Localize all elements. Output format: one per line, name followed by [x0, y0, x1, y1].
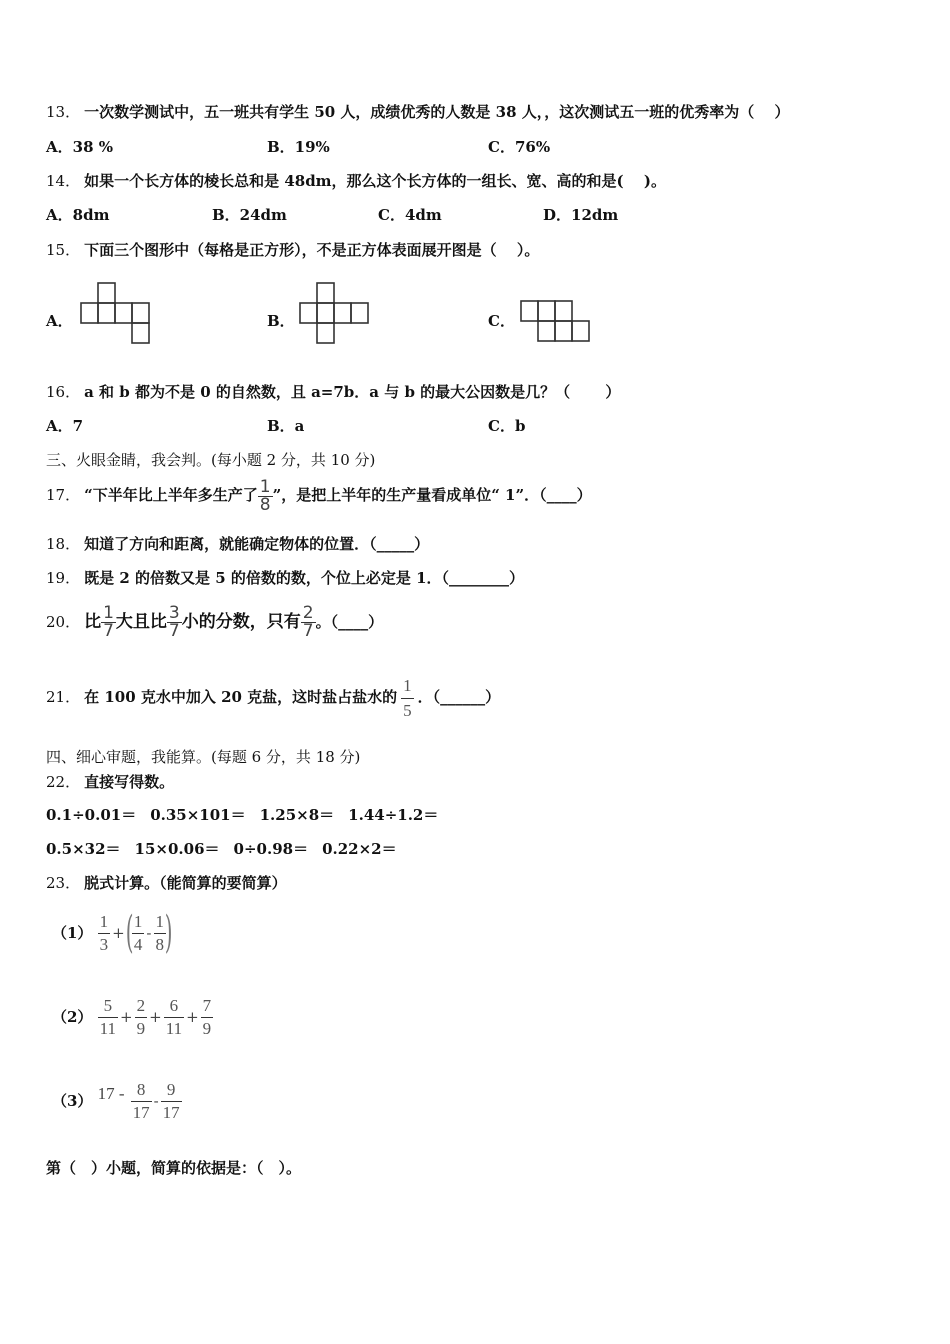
option-c[interactable]: C．b [488, 417, 526, 435]
text-segment: 小的分数，只有 [181, 612, 301, 632]
text-segment: 大且比 [115, 612, 167, 632]
question-text-pre: 在 100 克水中加入 20 克盐，这时盐占盐水的 [84, 688, 398, 706]
denominator: 9 [136, 1018, 146, 1038]
question-21 [46, 664, 500, 730]
cube-net-c [520, 299, 592, 345]
question-text: 既是 2 的倍数又是 5 的倍数的数，个位上必定是 1．（________） [84, 569, 525, 587]
question-number: 13． [46, 103, 81, 121]
text-segment: 比 [84, 612, 102, 632]
calc-item: 1.44÷1.2＝ [348, 806, 439, 824]
question-number: 16． [46, 383, 81, 401]
calc-item: 1.25×8＝ [259, 806, 335, 824]
question-19 [46, 568, 524, 588]
numerator: 2 [136, 995, 146, 1015]
numerator: 5 [103, 995, 113, 1015]
denominator: 7 [302, 621, 314, 641]
calc-item: 15×0.06＝ [134, 840, 220, 858]
question-text-post: ．（______） [417, 688, 501, 706]
numerator: 1 [99, 911, 109, 931]
question-15 [46, 240, 539, 260]
denominator: 5 [401, 698, 414, 723]
operator: + [120, 1008, 133, 1026]
fraction [98, 911, 111, 956]
question-23 [46, 873, 287, 893]
numerator: 1 [403, 675, 412, 695]
calc-label: （3） [52, 1092, 93, 1110]
calc-label: （1） [52, 924, 93, 942]
question-text: 脱式计算。（能简算的要简算） [84, 874, 287, 892]
option-c[interactable]: C． [488, 312, 515, 330]
calculation-2 [52, 990, 213, 1042]
option-d[interactable]: D．12dm [543, 206, 619, 224]
calc-item: 0.35×101＝ [150, 806, 246, 824]
denominator: 17 [132, 1102, 150, 1122]
calc-label: （2） [52, 1008, 93, 1026]
denominator: 4 [133, 934, 143, 954]
numerator: 1 [133, 911, 143, 931]
question-number: 22． [46, 773, 81, 791]
question-22 [46, 772, 174, 792]
option-b[interactable]: B．a [267, 417, 305, 435]
fraction [201, 995, 214, 1040]
question-text-post: ”，是把上半年的生产量看成单位“ 1”．（____） [272, 486, 592, 504]
option-a[interactable]: A．38 % [46, 138, 113, 156]
calculation-3 [52, 1074, 182, 1126]
option-c[interactable]: C．76% [488, 138, 551, 156]
fraction [167, 605, 182, 640]
fraction [301, 605, 316, 640]
question-text: a 和 b 都为不是 0 的自然数，且 a=7b．a 与 b 的最大公因数是几？（ ） [84, 383, 621, 401]
question-number: 15． [46, 241, 81, 259]
question-number: 19． [46, 569, 81, 587]
numerator: 6 [169, 995, 179, 1015]
option-a[interactable]: A．8dm [46, 206, 110, 224]
cube-net-b [299, 282, 371, 346]
question-20 [46, 598, 383, 646]
option-a[interactable]: A． [46, 312, 73, 330]
option-a[interactable]: A．7 [46, 417, 84, 435]
denominator: 17 [162, 1102, 180, 1122]
question-number: 21． [46, 688, 81, 706]
denominator: 3 [99, 934, 109, 954]
section-4-heading: 四、细心审题，我能算。(每题 6 分，共 18 分) [46, 748, 361, 766]
numerator: 1 [103, 603, 114, 623]
question-number: 17． [46, 486, 81, 504]
denominator: 8 [259, 494, 271, 515]
fraction [401, 674, 414, 723]
fraction [98, 995, 118, 1040]
fraction [258, 476, 273, 515]
numerator: 9 [166, 1079, 176, 1099]
denominator: 11 [99, 1018, 117, 1038]
fraction [135, 995, 148, 1040]
question-13 [46, 102, 789, 122]
closing-question: 第（ ）小题，简算的依据是：（ ）。 [46, 1159, 302, 1177]
calc-item: 0÷0.98＝ [233, 840, 309, 858]
question-number: 20． [46, 613, 81, 631]
calculation-1 [52, 906, 171, 958]
question-text: 如果一个长方体的棱长总和是 48dm，那么这个长方体的一组长、宽、高的和是( )。 [84, 172, 666, 190]
question-number: 18． [46, 535, 81, 553]
cube-net-a [80, 282, 152, 346]
question-number: 23． [46, 874, 81, 892]
operator: + [112, 924, 125, 942]
denominator: 9 [202, 1018, 212, 1038]
option-b[interactable]: B．24dm [212, 206, 287, 224]
numerator: 8 [136, 1079, 146, 1099]
oral-calc-row-2 [46, 839, 397, 859]
text-segment: 。（____） [315, 613, 384, 631]
operator: - [153, 1092, 159, 1110]
calc-item: 0.22×2＝ [322, 840, 397, 858]
numerator: 1 [259, 476, 271, 497]
numerator: 7 [202, 995, 212, 1015]
denominator: 11 [165, 1018, 183, 1038]
option-c[interactable]: C．4dm [378, 206, 442, 224]
denominator: 7 [168, 621, 180, 641]
calc-item: 0.1÷0.01＝ [46, 806, 137, 824]
operator: + [149, 1008, 162, 1026]
section-3-heading: 三、火眼金睛，我会判。(每小题 2 分，共 10 分) [46, 451, 376, 469]
question-text: 下面三个图形中（每格是正方形），不是正方体表面展开图是（ ）。 [84, 241, 540, 259]
operator: - [146, 924, 152, 942]
question-14 [46, 171, 666, 191]
question-17 [46, 472, 592, 518]
operator: + [186, 1008, 199, 1026]
option-b[interactable]: B． [267, 312, 295, 330]
right-paren: ) [164, 907, 173, 958]
whole-number: 17 - [97, 1084, 125, 1103]
fraction [161, 1079, 182, 1124]
question-number: 14． [46, 172, 81, 190]
left-paren: ( [125, 907, 134, 958]
denominator: 7 [103, 621, 114, 641]
question-18 [46, 534, 429, 554]
question-text: 一次数学测试中，五一班共有学生 50 人，成绩优秀的人数是 38 人，，这次测试五一班的优秀率为（ ） [84, 103, 790, 121]
numerator: 3 [168, 603, 180, 623]
fraction [101, 605, 116, 640]
question-text-pre: “下半年比上半年多生产了 [84, 486, 258, 504]
fraction [132, 911, 145, 956]
fraction [164, 995, 184, 1040]
question-text: 直接写得数。 [84, 773, 175, 791]
oral-calc-row-1 [46, 805, 438, 825]
calc-item: 0.5×32＝ [46, 840, 121, 858]
question-16 [46, 382, 620, 402]
fraction [131, 1079, 152, 1124]
denominator: 8 [155, 934, 164, 954]
question-text: 知道了方向和距离，就能确定物体的位置．（_____） [84, 535, 430, 553]
numerator: 1 [155, 911, 164, 931]
option-b[interactable]: B．19% [267, 138, 330, 156]
numerator: 2 [302, 603, 314, 623]
